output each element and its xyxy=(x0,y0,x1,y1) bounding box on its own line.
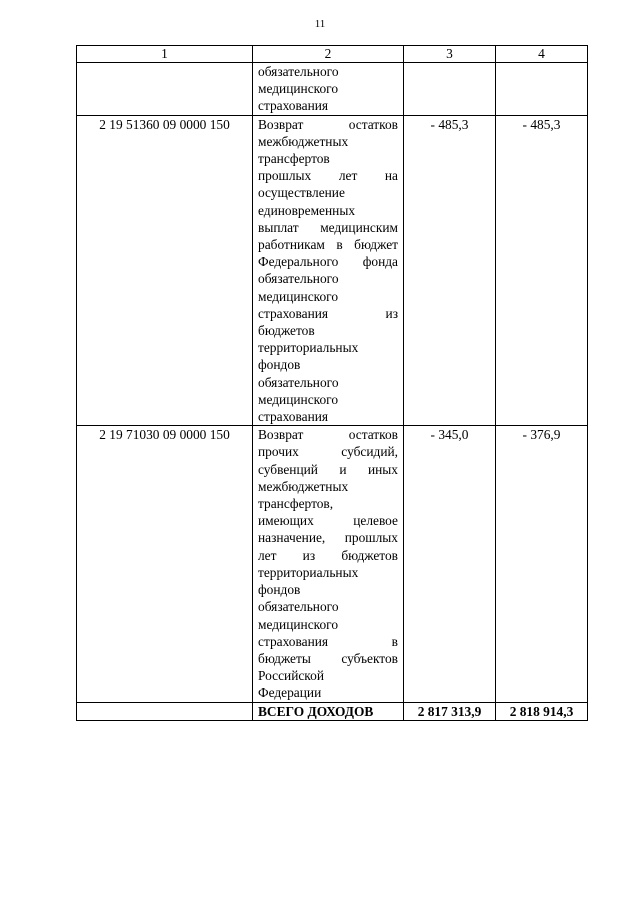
total-row xyxy=(77,702,588,720)
description-word: на xyxy=(384,168,398,184)
column-header-1: 1 xyxy=(77,46,253,63)
description-word: Возврат xyxy=(258,116,304,132)
total-code xyxy=(77,702,253,720)
description-word: лет xyxy=(338,168,358,184)
description-line: медицинского xyxy=(258,391,339,407)
total-value-4: 2 818 914,3 xyxy=(496,702,588,720)
row-code: 2 19 71030 09 0000 150 xyxy=(77,426,253,702)
budget-table xyxy=(76,45,588,721)
table-row xyxy=(77,115,588,426)
description-word: остатков xyxy=(348,116,398,132)
description-line: обязательного xyxy=(258,374,339,390)
description-line: Федерации xyxy=(258,685,322,701)
description-word: Федерального xyxy=(258,254,339,270)
row-code xyxy=(77,63,253,116)
description-word: субсидий, xyxy=(341,444,398,460)
description-word: прошлых xyxy=(258,168,312,184)
description-line xyxy=(258,633,398,650)
description-line xyxy=(258,426,398,443)
description-line: единовременных xyxy=(258,202,356,218)
row-value-3: - 485,3 xyxy=(404,115,496,426)
description-line xyxy=(258,650,398,667)
description-line: страхования xyxy=(258,98,329,114)
description-word: фонда xyxy=(362,254,398,270)
row-value-3 xyxy=(404,63,496,116)
description-line: Российской xyxy=(258,668,324,684)
description-word: медицинским xyxy=(320,219,398,235)
description-line: медицинского xyxy=(258,616,339,632)
description-line: трансфертов xyxy=(258,151,330,167)
description-line: страхования xyxy=(258,409,329,425)
description-line: обязательного xyxy=(258,271,339,287)
description-word: субвенций xyxy=(258,461,318,477)
description-word: субъектов xyxy=(341,650,398,666)
description-word: работникам xyxy=(258,237,325,253)
description-word: страхования xyxy=(258,305,329,321)
description-line: межбюджетных xyxy=(258,133,349,149)
total-label: ВСЕГО ДОХОДОВ xyxy=(253,702,404,720)
description-line xyxy=(258,167,398,184)
description-word: прошлых xyxy=(344,530,398,546)
description-word: в xyxy=(336,237,343,253)
description-word: бюджет xyxy=(354,237,398,253)
column-header-4: 4 xyxy=(496,46,588,63)
row-name xyxy=(253,63,404,116)
description-word: в xyxy=(391,633,398,649)
description-word: прочих xyxy=(258,444,299,460)
description-word: выплат xyxy=(258,219,299,235)
table-row xyxy=(77,63,588,116)
row-value-4 xyxy=(496,63,588,116)
description-line xyxy=(258,236,398,253)
row-name xyxy=(253,426,404,702)
description-word: остатков xyxy=(348,427,398,443)
description-line: территориальных xyxy=(258,340,359,356)
description-line xyxy=(258,253,398,270)
description-line xyxy=(258,529,398,546)
description-line: фондов xyxy=(258,357,301,373)
table-header-row xyxy=(77,46,588,63)
description-word: бюджеты xyxy=(258,650,311,666)
column-header-2: 2 xyxy=(253,46,404,63)
row-value-3: - 345,0 xyxy=(404,426,496,702)
description-line xyxy=(258,461,398,478)
total-value-3: 2 817 313,9 xyxy=(404,702,496,720)
description-line xyxy=(258,305,398,322)
description-line: обязательного xyxy=(258,599,339,615)
description-line: территориальных xyxy=(258,564,359,580)
description-line: обязательного xyxy=(258,64,339,79)
description-line: медицинского xyxy=(258,81,339,97)
description-line: бюджетов xyxy=(258,323,315,339)
description-word: страхования xyxy=(258,633,329,649)
row-name xyxy=(253,115,404,426)
description-line: трансфертов, xyxy=(258,496,334,512)
description-word: имеющих xyxy=(258,513,314,529)
table-row xyxy=(77,426,588,702)
description-line: фондов xyxy=(258,582,301,598)
description-line xyxy=(258,116,398,133)
description-word: целевое xyxy=(353,513,398,529)
description-line xyxy=(258,443,398,460)
description-line: межбюджетных xyxy=(258,478,349,494)
description-word: из xyxy=(302,547,316,563)
description-line: осуществление xyxy=(258,185,345,201)
description-word: и xyxy=(339,461,347,477)
column-header-3: 3 xyxy=(404,46,496,63)
description-word: Возврат xyxy=(258,427,304,443)
description-word: иных xyxy=(367,461,398,477)
description-line: медицинского xyxy=(258,288,339,304)
description-word: бюджетов xyxy=(341,547,398,563)
row-code: 2 19 51360 09 0000 150 xyxy=(77,115,253,426)
description-word: лет xyxy=(258,547,277,563)
description-word: из xyxy=(385,305,398,321)
row-value-4: - 485,3 xyxy=(496,115,588,426)
description-word: назначение, xyxy=(258,530,326,546)
row-value-4: - 376,9 xyxy=(496,426,588,702)
description-line xyxy=(258,219,398,236)
description-line xyxy=(258,512,398,529)
description-line xyxy=(258,547,398,564)
page-number: 11 xyxy=(314,18,326,30)
